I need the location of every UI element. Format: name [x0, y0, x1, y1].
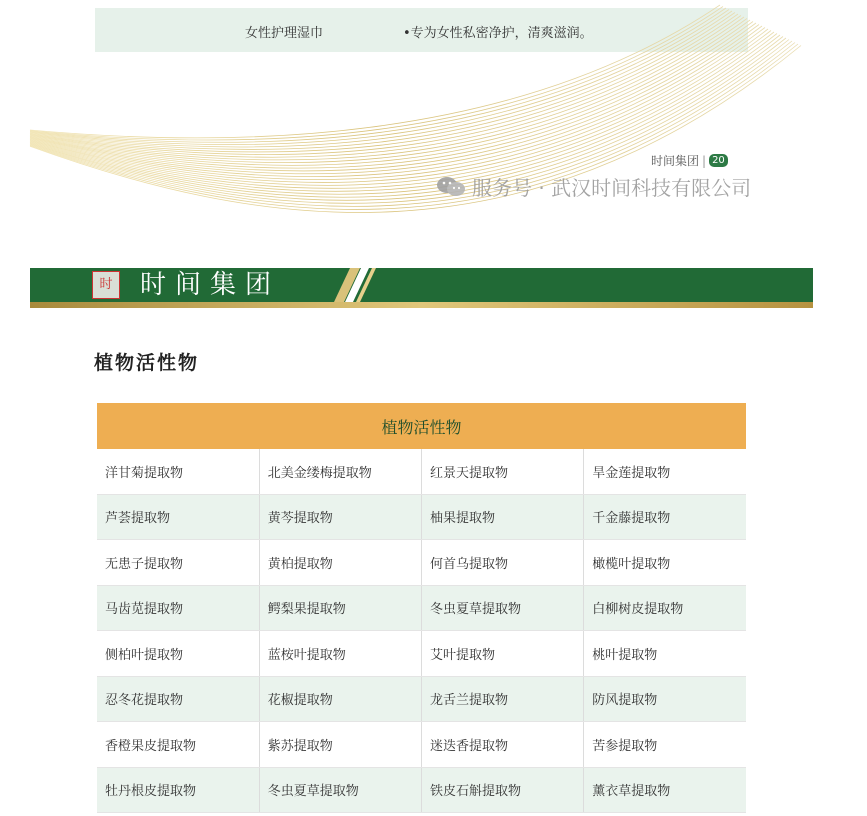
footer-separator: | — [702, 153, 707, 168]
table-cell: 柚果提取物 — [422, 494, 584, 540]
table-row — [97, 540, 746, 586]
table-row — [97, 494, 746, 540]
table-cell: 洋甘菊提取物 — [97, 449, 259, 494]
wave-line — [30, 5, 720, 138]
table-cell: 芦荟提取物 — [97, 494, 259, 540]
wave-line — [30, 7, 723, 141]
table-cell: 马齿苋提取物 — [97, 585, 259, 631]
product-name-cell: 女性护理湿巾 — [245, 26, 324, 41]
seal-logo: 时 — [92, 271, 120, 299]
table-cell: 侧柏叶提取物 — [97, 631, 259, 677]
product-description-cell: •专为女性私密净护，清爽滋润。 — [403, 26, 593, 41]
table-cell: 龙舌兰提取物 — [422, 676, 584, 722]
table-cell: 冬虫夏草提取物 — [422, 585, 584, 631]
table-cell: 香橙果皮提取物 — [97, 722, 259, 768]
table-cell: 何首乌提取物 — [422, 540, 584, 586]
wechat-icon — [436, 176, 466, 198]
watermark-text: 服务号 · 武汉时间科技有限公司 — [472, 176, 752, 200]
table-cell: 橄榄叶提取物 — [584, 540, 746, 586]
wave-line — [30, 16, 741, 155]
table-cell: 蓝桉叶提取物 — [259, 631, 421, 677]
table-row — [97, 676, 746, 722]
table-cell: 红景天提取物 — [422, 449, 584, 494]
table-cell: 桃叶提取物 — [584, 631, 746, 677]
plant-actives-table — [97, 403, 746, 813]
decorative-wave-lines — [0, 0, 867, 240]
table-cell: 黄柏提取物 — [259, 540, 421, 586]
wave-line — [30, 8, 726, 142]
table-row — [97, 449, 746, 494]
table-cell: 北美金缕梅提取物 — [259, 449, 421, 494]
wave-line — [30, 10, 729, 145]
table-cell: 旱金莲提取物 — [584, 449, 746, 494]
table-cell: 薰衣草提取物 — [584, 767, 746, 813]
banner-gold-stripe — [30, 302, 813, 308]
section-title: 植物活性物 — [94, 352, 200, 374]
table-cell: 无患子提取物 — [97, 540, 259, 586]
table-cell: 花椒提取物 — [259, 676, 421, 722]
table-cell: 铁皮石斛提取物 — [422, 767, 584, 813]
table-cell: 白柳树皮提取物 — [584, 585, 746, 631]
banner-title: 时间集团 — [140, 270, 281, 300]
brand-banner — [30, 268, 813, 310]
page-footer — [651, 152, 728, 169]
table-cell: 鳄梨果提取物 — [259, 585, 421, 631]
banner-divider-shape — [320, 268, 410, 308]
table-cell: 牡丹根皮提取物 — [97, 767, 259, 813]
table-header: 植物活性物 — [97, 403, 746, 449]
watermark — [436, 172, 751, 201]
table-cell: 苦参提取物 — [584, 722, 746, 768]
table-cell: 冬虫夏草提取物 — [259, 767, 421, 813]
table-cell: 艾叶提取物 — [422, 631, 584, 677]
page-number: 20 — [709, 154, 728, 167]
table-row — [97, 585, 746, 631]
table-cell: 忍冬花提取物 — [97, 676, 259, 722]
table-cell: 紫苏提取物 — [259, 722, 421, 768]
table-cell: 迷迭香提取物 — [422, 722, 584, 768]
table-row — [97, 767, 746, 813]
table-row — [97, 722, 746, 768]
footer-brand: 时间集团 — [651, 154, 700, 168]
table-cell: 黄芩提取物 — [259, 494, 421, 540]
table-cell: 千金藤提取物 — [584, 494, 746, 540]
table-cell: 防风提取物 — [584, 676, 746, 722]
table-row — [97, 631, 746, 677]
wave-line — [30, 17, 744, 157]
